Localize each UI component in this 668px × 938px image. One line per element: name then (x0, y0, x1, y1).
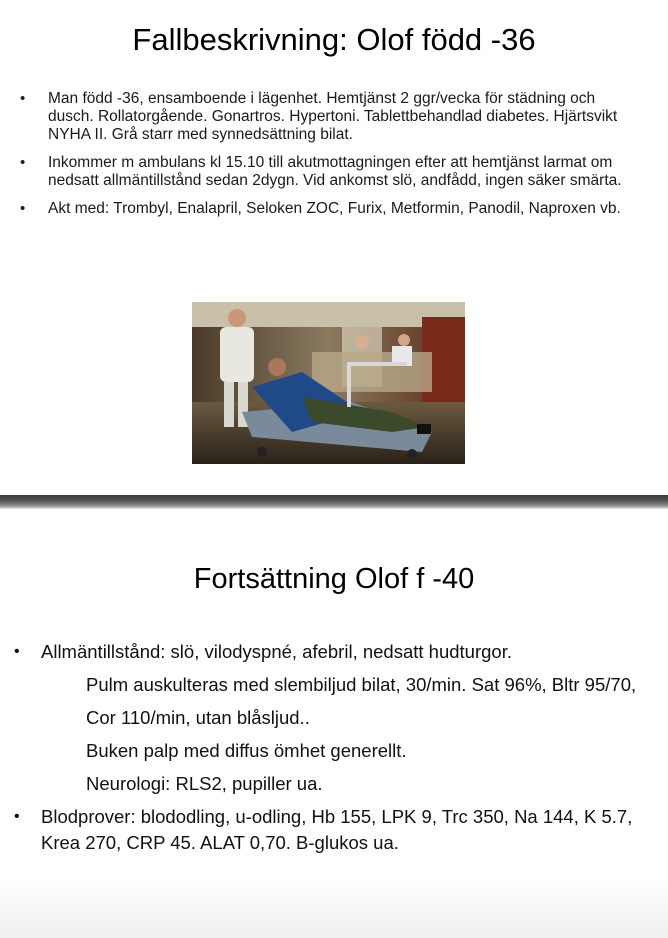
ambulance-stretcher-photo (192, 302, 465, 464)
bullet-text: Blodprover: blododling, u-odling, Hb 155, LPK 9, Trc 350, Na 144, K 5.7, Krea 270, CRP 45. ALAT 0,70. B-glukos ua. (41, 806, 633, 853)
sub-line: Neurologi: RLS2, pupiller ua. (86, 773, 323, 794)
slide-2-bullet-list (14, 639, 654, 856)
list-item (14, 804, 654, 856)
slide-divider (0, 495, 668, 509)
slide-1-title: Fallbeskrivning: Olof född -36 (132, 22, 536, 57)
bullet-marker: • (20, 154, 26, 171)
bullet-text: Allmäntillstånd: slö, vilodyspné, afebril, nedsatt hudturgor. (41, 641, 512, 662)
bullet-text: Man född -36, ensamboende i lägenhet. Hemtjänst 2 ggr/vecka för städning och dusch. Rollatorgående. Gonartros. Hypertoni. Tablettbehandlad diabetes. Hjärtsvikt NYHA II. Grå starr med synnedsättning bilat. (48, 90, 618, 143)
slide-2-title: Fortsättning Olof f -40 (193, 563, 475, 595)
bullet-marker: • (20, 200, 26, 217)
list-item (20, 200, 640, 218)
bullet-marker: • (20, 90, 26, 107)
sub-line: Pulm auskulteras med slembiljud bilat, 30/min. Sat 96%, Bltr 95/70, (86, 674, 637, 695)
slide-2 (0, 509, 668, 938)
bullet-marker: • (14, 808, 20, 825)
sub-line: Cor 110/min, utan blåsljud.. (86, 707, 310, 728)
list-item (20, 154, 640, 190)
slide-1-bullet-list (20, 90, 640, 228)
list-item (20, 90, 640, 144)
bullet-text: Akt med: Trombyl, Enalapril, Seloken ZOC, Furix, Metformin, Panodil, Naproxen vb. (48, 200, 621, 217)
bullet-marker: • (14, 643, 20, 660)
photo-illustration (192, 302, 465, 464)
bullet-text: Inkommer m ambulans kl 15.10 till akutmottagningen efter att hemtjänst larmat om nedsatt allmäntillstånd sedan 2dygn. Vid ankomst slö, andfådd, ingen säker smärta. (48, 154, 622, 189)
sub-line: Buken palp med diffus ömhet generellt. (86, 740, 407, 761)
list-item (14, 639, 654, 665)
